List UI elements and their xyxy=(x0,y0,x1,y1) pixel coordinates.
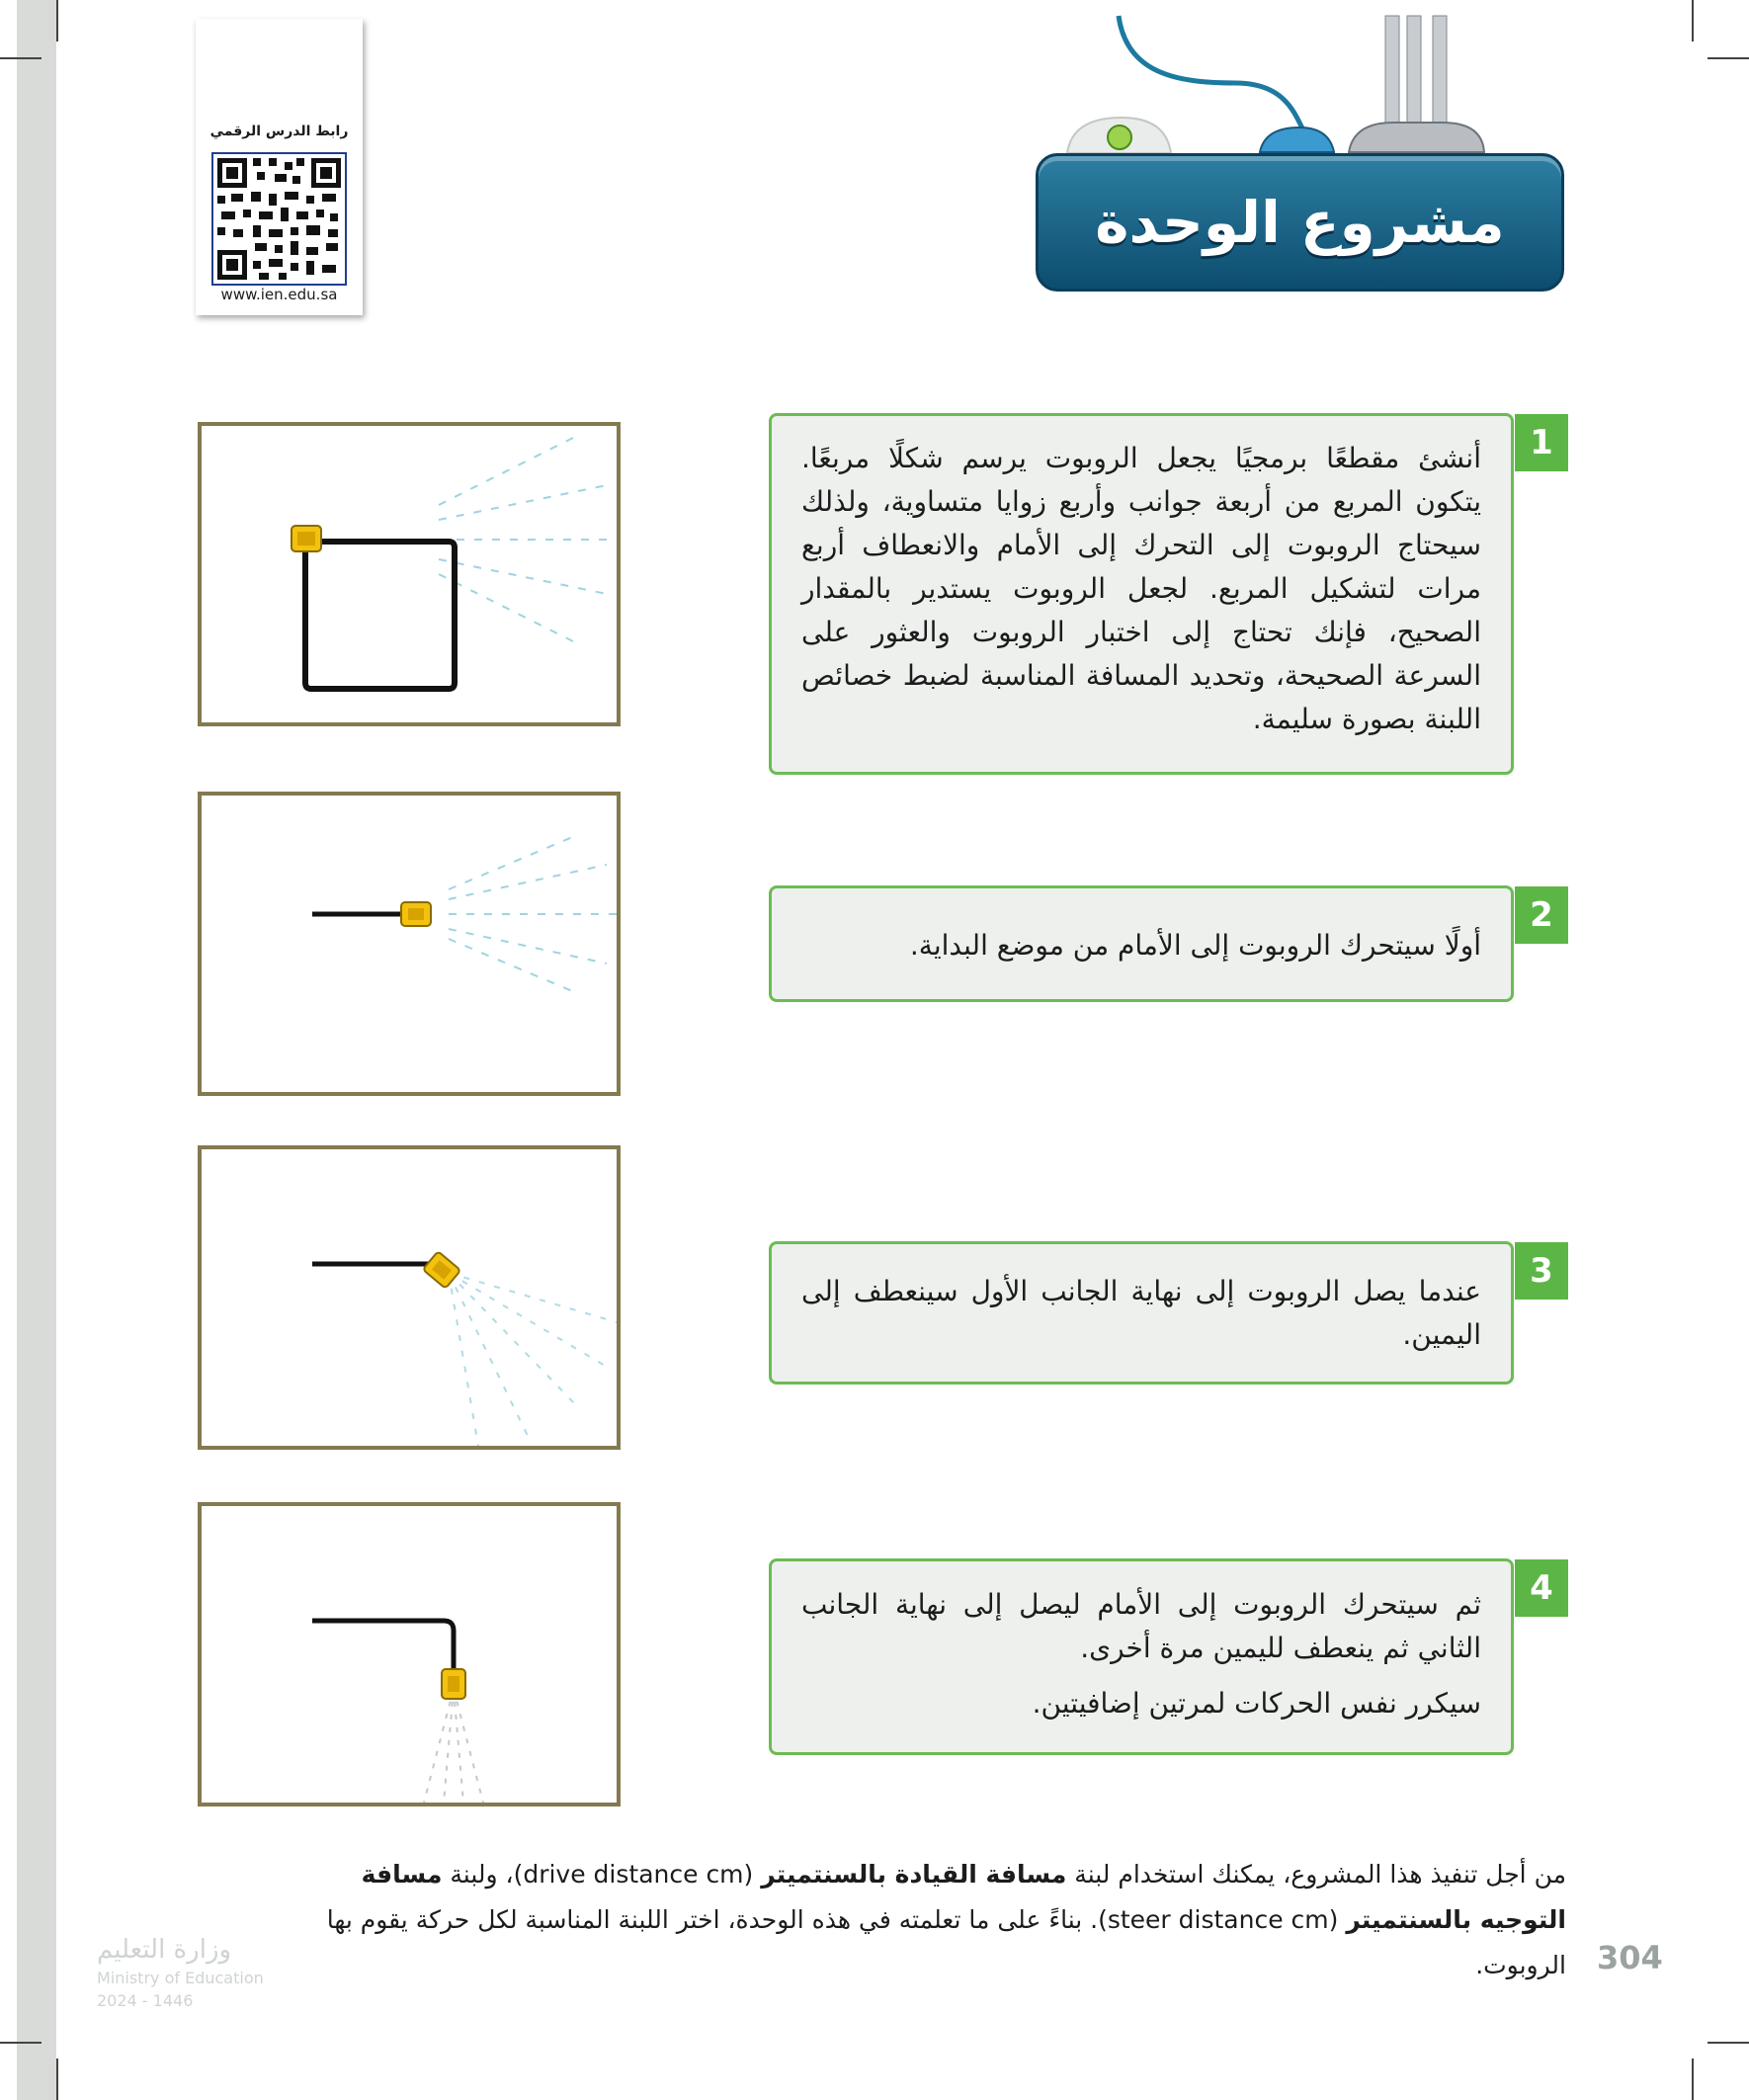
step-4-text-extra: سيكرر نفس الحركات لمرتين إضافيتين. xyxy=(1032,1687,1481,1720)
turning-path-diagram xyxy=(202,1149,617,1446)
ministry-english: Ministry of Education xyxy=(97,1969,264,1987)
crop-mark xyxy=(1692,0,1694,42)
crop-mark xyxy=(56,2058,58,2100)
crop-mark xyxy=(1707,2042,1749,2044)
step-number-badge: 1 xyxy=(1515,414,1568,471)
ministry-arabic: وزارة التعليم xyxy=(97,1935,232,1965)
page-number: 304 xyxy=(1597,1939,1663,1976)
crop-mark xyxy=(0,2042,42,2044)
footer-text-part: (drive distance cm)، ولبنة xyxy=(442,1860,762,1889)
banner-title: مشروع الوحدة xyxy=(1095,189,1505,256)
footer-text-part: من أجل تنفيذ هذا المشروع، يمكنك استخدام لبنة xyxy=(1066,1860,1566,1889)
step-number-badge: 3 xyxy=(1515,1242,1568,1300)
ministry-year: 2024 - 1446 xyxy=(97,1991,194,2010)
qr-url[interactable]: www.ien.edu.sa xyxy=(220,286,338,303)
forward-path-diagram xyxy=(202,796,617,1092)
steer-distance-block-name: مسافة التوجيه بالسنتميتر xyxy=(361,1860,1566,1934)
step-3-text: عندما يصل الروبوت إلى نهاية الجانب الأول سينعطف إلى اليمين. xyxy=(801,1275,1481,1351)
step-2-box xyxy=(769,885,1514,1002)
step-number-badge: 4 xyxy=(1515,1559,1568,1617)
step-4-text: ثم سيتحرك الروبوت إلى الأمام ليصل إلى نهاية الجانب الثاني ثم ينعطف لليمين مرة أخرى. xyxy=(801,1588,1481,1664)
step-1-box xyxy=(769,413,1514,775)
ministry-logo xyxy=(97,1935,285,2010)
second-side-path-diagram xyxy=(202,1506,617,1803)
footer-text-part: (steer distance cm). بناءً على ما تعلمته في هذه الوحدة، اختر اللبنة المناسبة لكل حركة يقوم بها الروبوت. xyxy=(326,1905,1566,1979)
square-path-diagram xyxy=(202,426,617,722)
banner-decoration xyxy=(1028,14,1541,172)
qr-title: رابط الدرس الرقمي xyxy=(209,124,349,139)
step-number-badge: 2 xyxy=(1515,886,1568,944)
robot-second-side-image xyxy=(198,1502,621,1806)
qr-link-card[interactable] xyxy=(196,19,363,315)
robot-icon xyxy=(401,902,431,926)
robot-forward-image xyxy=(198,792,621,1096)
drive-distance-block-name: مسافة القيادة بالسنتميتر xyxy=(761,1860,1067,1889)
step-3-box xyxy=(769,1241,1514,1385)
crop-mark xyxy=(0,57,42,59)
qr-code-icon[interactable] xyxy=(211,152,347,286)
page-margin-band xyxy=(17,0,56,2100)
footer-instructions xyxy=(296,1852,1566,1988)
robot-square-image xyxy=(198,422,621,726)
crop-mark xyxy=(56,0,58,42)
robot-icon xyxy=(423,1251,460,1289)
unit-project-banner xyxy=(1036,153,1564,292)
step-4-box xyxy=(769,1558,1514,1755)
crop-mark xyxy=(1692,2058,1694,2100)
robot-turning-image xyxy=(198,1145,621,1450)
robot-icon xyxy=(442,1669,465,1699)
step-2-text: أولًا سيتحرك الروبوت إلى الأمام من موضع البداية. xyxy=(909,929,1481,962)
crop-mark xyxy=(1707,57,1749,59)
robot-icon xyxy=(292,526,321,551)
step-1-text: أنشئ مقطعًا برمجيًا يجعل الروبوت يرسم شكلًا مربعًا. يتكون المربع من أربعة جوانب وأربع زوايا متساوية، ولذلك سيحتاج الروبوت إلى التحرك إلى الأمام والانعطاف أربع مرات لتشكيل المربع. لجعل الروبوت يستدير بالمقدار الصحيح، فإنك تحتاج إلى اختبار الروبوت والعثور على السرعة الصحيحة، وتحديد المسافة المناسبة لضبط خصائص اللبنة بصورة سليمة. xyxy=(801,442,1481,735)
